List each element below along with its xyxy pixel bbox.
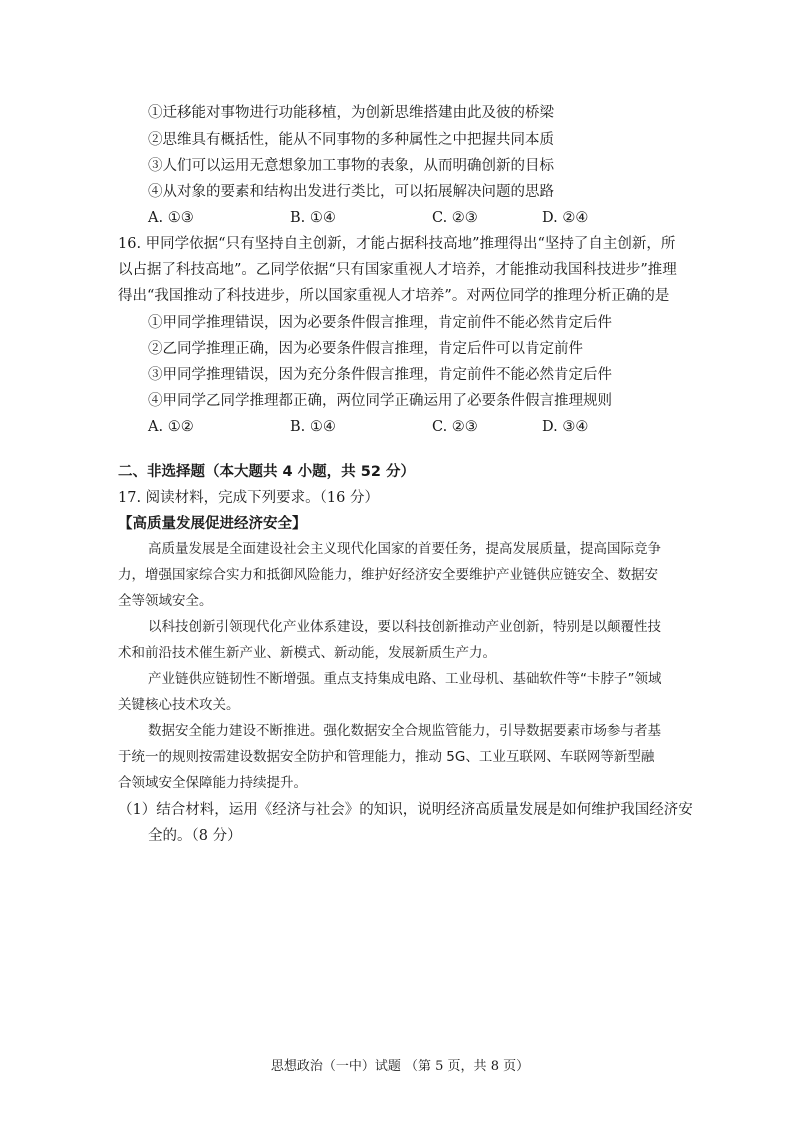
q16-item-3: ③甲同学推理错误，因为充分条件假言推理，肯定前件不能必然肯定后件 [148,367,612,383]
material-p1-line-2: 力，增强国家综合实力和抵御风险能力，维护好经济安全要维护产业链供应链安全、数据安 [118,567,658,583]
q16-stem-line-1: 16. 甲同学依据“只有坚持自主创新，才能占据科技高地”推理得出“坚持了自主创新，所 [118,236,676,252]
q16-item-2: ②乙同学推理正确，因为必要条件假言推理，肯定后件可以肯定前件 [148,341,583,357]
material-p2-line-1: 以科技创新引领现代化产业体系建设，要以科技创新推动产业创新，特别是以颠覆性技 [148,619,661,635]
section-heading: 二、非选择题（本大题共 4 小题，共 52 分） [118,464,415,480]
q15-option-a: A. ①③ [148,210,194,226]
material-title: 【高质量发展促进经济安全】 [118,516,307,532]
q15-item-2: ②思维具有概括性，能从不同事物的多种属性之中把握共同本质 [148,132,554,148]
q17-sub1-line-1: （1）结合材料，运用《经济与社会》的知识，说明经济高质量发展是如何维护我国经济安 [118,802,693,818]
material-p3-line-2: 关键核心技术攻关。 [118,697,240,713]
q15-item-3: ③人们可以运用无意想象加工事物的表象，从而明确创新的目标 [148,158,554,174]
q16-item-1: ①甲同学推理错误，因为必要条件假言推理，肯定前件不能必然肯定后件 [148,315,612,331]
q16-option-b: B. ①④ [290,419,336,435]
q16-option-d: D. ③④ [542,419,589,435]
material-p4-line-2: 于统一的规则按需建设数据安全防护和管理能力，推动 5G、工业互联网、车联网等新型融 [118,749,655,765]
material-p1-line-1: 高质量发展是全面建设社会主义现代化国家的首要任务，提高发展质量，提高国际竞争 [148,541,661,557]
material-p4-line-3: 合领域安全保障能力持续提升。 [118,775,307,791]
q15-option-c: C. ②③ [432,210,478,226]
q16-option-c: C. ②③ [432,419,478,435]
material-p4-line-1: 数据安全能力建设不断推进。强化数据安全合规监管能力，引导数据要素市场参与者基 [148,723,661,739]
q16-option-a: A. ①② [148,419,194,435]
q15-option-d: D. ②④ [542,210,589,226]
q17-sub1-line-2: 全的。（8 分） [148,828,242,844]
material-p2-line-2: 术和前沿技术催生新产业、新模式、新动能，发展新质生产力。 [118,645,496,661]
q15-item-1: ①迁移能对事物进行功能移植，为创新思维搭建由此及彼的桥梁 [148,105,554,121]
q16-stem-line-2: 以占据了科技高地”。乙同学依据“只有国家重视人才培养，才能推动我国科技进步”推理 [118,262,677,278]
material-p3-line-1: 产业链供应链韧性不断增强。重点支持集成电路、工业母机、基础软件等“卡脖子”领域 [148,671,662,687]
q16-item-4: ④甲同学乙同学推理都正确，两位同学正确运用了必要条件假言推理规则 [148,393,612,409]
q15-option-b: B. ①④ [290,210,336,226]
q16-stem-line-3: 得出“我国推动了科技进步，所以国家重视人才培养”。对两位同学的推理分析正确的是 [118,288,670,304]
page-footer: 思想政治（一中）试题 （第 5 页，共 8 页） [270,1059,530,1074]
material-p1-line-3: 全等领域安全。 [118,593,213,609]
q15-item-4: ④从对象的要素和结构出发进行类比，可以拓展解决问题的思路 [148,184,554,200]
q17-intro: 17. 阅读材料，完成下列要求。（16 分） [118,490,379,506]
